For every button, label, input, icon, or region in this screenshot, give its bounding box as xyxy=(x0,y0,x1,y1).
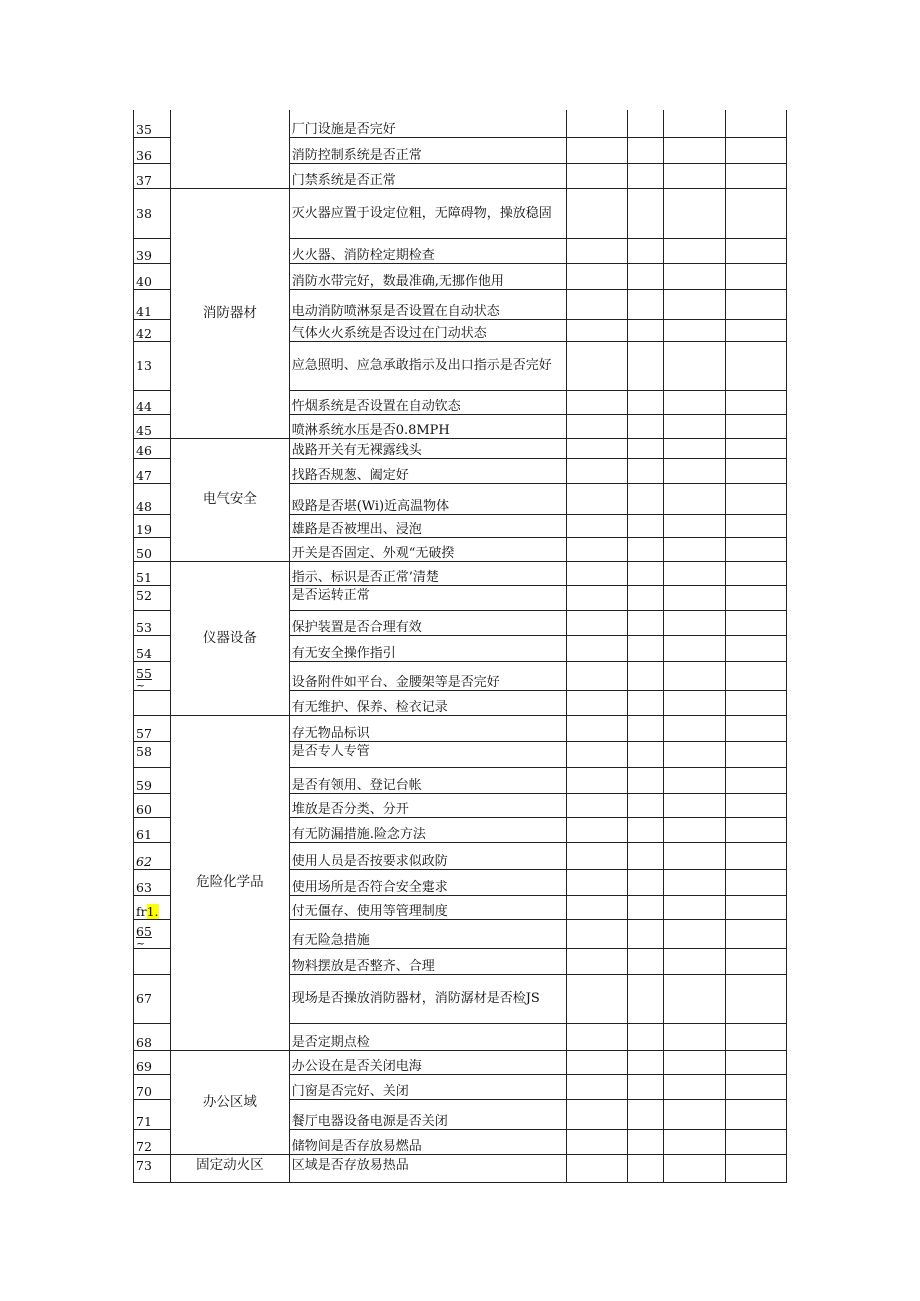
result-cell xyxy=(628,817,664,842)
check-item: 厂门设施是否完好 xyxy=(289,110,566,137)
result-cell xyxy=(628,137,664,163)
table-row xyxy=(134,188,787,238)
row-number: 67 xyxy=(134,974,171,1023)
result-cell xyxy=(628,585,664,610)
row-number-cell xyxy=(134,661,171,690)
row-number: 48 xyxy=(134,483,171,514)
result-cell xyxy=(664,948,725,974)
result-cell xyxy=(628,163,664,188)
check-item: 有无险急措施 xyxy=(289,919,566,948)
result-cell xyxy=(566,319,627,341)
result-cell xyxy=(628,661,664,690)
check-item: 消防水带完好，数最准确,无挪作他用 xyxy=(289,263,566,289)
result-cell xyxy=(566,817,627,842)
row-number: 47 xyxy=(134,458,171,483)
check-item: 区域是否存放易热品 xyxy=(289,1154,566,1182)
result-cell xyxy=(566,1154,627,1182)
check-item: 开关是否固定、外观“无破揆 xyxy=(289,537,566,561)
row-number: 40 xyxy=(134,263,171,289)
result-cell xyxy=(566,263,627,289)
result-cell xyxy=(664,895,725,919)
result-cell xyxy=(566,948,627,974)
check-item: 使用人员是否按要求似政防 xyxy=(289,842,566,869)
check-item: 有无安全操作指引 xyxy=(289,635,566,661)
result-cell xyxy=(628,341,664,390)
result-cell xyxy=(566,414,627,438)
result-cell xyxy=(566,1129,627,1154)
result-cell xyxy=(628,1154,664,1182)
result-cell xyxy=(628,869,664,895)
result-cell xyxy=(725,1074,786,1099)
table-row xyxy=(134,715,787,741)
result-cell xyxy=(566,1023,627,1050)
check-item: 付无僵存、使用等管理制度 xyxy=(289,895,566,919)
row-number xyxy=(134,948,171,974)
result-cell xyxy=(566,163,627,188)
result-cell xyxy=(725,1099,786,1129)
result-cell xyxy=(725,948,786,974)
row-number: 60 xyxy=(134,793,171,817)
result-cell xyxy=(628,690,664,715)
category-hazardous-chemicals: 危险化学品 xyxy=(171,715,290,1050)
row-number: 51 xyxy=(134,561,171,585)
result-cell xyxy=(725,817,786,842)
row-number: 69 xyxy=(134,1050,171,1074)
check-item: 保护装置是否合理有效 xyxy=(289,610,566,635)
result-cell xyxy=(566,715,627,741)
result-cell xyxy=(628,974,664,1023)
result-cell xyxy=(725,585,786,610)
category-office-area: 办公区域 xyxy=(171,1050,290,1154)
result-cell xyxy=(566,690,627,715)
result-cell xyxy=(664,341,725,390)
result-cell xyxy=(628,483,664,514)
row-number: 54 xyxy=(134,635,171,661)
result-cell xyxy=(725,690,786,715)
result-cell xyxy=(725,289,786,319)
result-cell xyxy=(628,263,664,289)
check-item: 喷淋系统水压是否0.8MPH xyxy=(289,414,566,438)
result-cell xyxy=(664,514,725,537)
result-cell xyxy=(664,561,725,585)
result-cell xyxy=(725,919,786,948)
check-item: 门窗是否完好、关闭 xyxy=(289,1074,566,1099)
result-cell xyxy=(664,188,725,238)
result-cell xyxy=(664,690,725,715)
result-cell xyxy=(628,319,664,341)
result-cell xyxy=(566,188,627,238)
check-item: 是否有领用、登记台帐 xyxy=(289,767,566,793)
result-cell xyxy=(725,793,786,817)
row-number: 13 xyxy=(134,341,171,390)
result-cell xyxy=(664,741,725,767)
category-fire-equipment: 消防器材 xyxy=(171,188,290,438)
row-number-cell xyxy=(134,895,171,919)
check-item: 有无维护、保养、检衣记录 xyxy=(289,690,566,715)
result-cell xyxy=(725,767,786,793)
row-number: 57 xyxy=(134,715,171,741)
result-cell xyxy=(628,1129,664,1154)
result-cell xyxy=(725,661,786,690)
row-number: 39 xyxy=(134,238,171,263)
result-cell xyxy=(628,741,664,767)
result-cell xyxy=(566,842,627,869)
result-cell xyxy=(628,110,664,137)
check-item: 火火器、消防栓定期检查 xyxy=(289,238,566,263)
result-cell xyxy=(628,438,664,458)
row-number: fr xyxy=(136,903,147,919)
result-cell xyxy=(664,163,725,188)
row-number: 35 xyxy=(134,110,171,137)
result-cell xyxy=(664,1099,725,1129)
result-cell xyxy=(628,793,664,817)
result-cell xyxy=(725,483,786,514)
result-cell xyxy=(566,289,627,319)
result-cell xyxy=(664,1129,725,1154)
row-number: 72 xyxy=(134,1129,171,1154)
result-cell xyxy=(628,390,664,414)
result-cell xyxy=(664,793,725,817)
result-cell xyxy=(725,238,786,263)
result-cell xyxy=(664,537,725,561)
result-cell xyxy=(566,1099,627,1129)
result-cell xyxy=(628,610,664,635)
result-cell xyxy=(664,974,725,1023)
check-item: 存无物品标识 xyxy=(289,715,566,741)
category-hot-work-area: 固定动火区 xyxy=(171,1154,290,1182)
result-cell xyxy=(725,974,786,1023)
check-item: 气体火火系统是否设过在门动状态 xyxy=(289,319,566,341)
result-cell xyxy=(725,414,786,438)
result-cell xyxy=(725,1050,786,1074)
result-cell xyxy=(664,610,725,635)
row-number: 62 xyxy=(134,842,171,869)
result-cell xyxy=(664,263,725,289)
check-item: 找路否规葱、阖定好 xyxy=(289,458,566,483)
result-cell xyxy=(628,458,664,483)
result-cell xyxy=(725,163,786,188)
result-cell xyxy=(566,110,627,137)
result-cell xyxy=(566,537,627,561)
result-cell xyxy=(566,741,627,767)
row-number: 46 xyxy=(134,438,171,458)
result-cell xyxy=(664,585,725,610)
row-number: 70 xyxy=(134,1074,171,1099)
result-cell xyxy=(566,341,627,390)
row-number: 61 xyxy=(134,817,171,842)
check-item: 电动消防喷淋泵是否设置在自动状态 xyxy=(289,289,566,319)
result-cell xyxy=(725,458,786,483)
result-cell xyxy=(664,238,725,263)
result-cell xyxy=(664,1023,725,1050)
check-item: 战路开关有无裸露线头 xyxy=(289,438,566,458)
result-cell xyxy=(664,110,725,137)
result-cell xyxy=(628,537,664,561)
result-cell xyxy=(725,715,786,741)
check-item: 物料摆放是否整齐、合理 xyxy=(289,948,566,974)
result-cell xyxy=(664,817,725,842)
row-number: 45 xyxy=(134,414,171,438)
result-cell xyxy=(628,238,664,263)
row-number: 50 xyxy=(134,537,171,561)
check-item: 堆放是否分类、分开 xyxy=(289,793,566,817)
check-item: 设备附件如平台、金腰架等是否完好 xyxy=(289,661,566,690)
result-cell xyxy=(566,635,627,661)
table-row xyxy=(134,1050,787,1074)
check-item: 门禁系统是否正常 xyxy=(289,163,566,188)
row-number: 38 xyxy=(134,188,171,238)
row-number xyxy=(134,690,171,715)
result-cell xyxy=(628,919,664,948)
highlighted-text: 1. xyxy=(146,903,159,919)
row-number: 55 xyxy=(136,665,152,681)
table-row xyxy=(134,561,787,585)
result-cell xyxy=(566,561,627,585)
result-cell xyxy=(725,635,786,661)
result-cell xyxy=(664,869,725,895)
row-number-cell xyxy=(134,919,171,948)
row-number: 71 xyxy=(134,1099,171,1129)
result-cell xyxy=(725,390,786,414)
result-cell xyxy=(566,238,627,263)
check-item: 应急照明、应急承敢指示及出口指示是否完好 xyxy=(289,341,566,390)
table-row xyxy=(134,438,787,458)
result-cell xyxy=(566,585,627,610)
result-cell xyxy=(664,319,725,341)
row-number: 73 xyxy=(134,1154,171,1182)
result-cell xyxy=(725,263,786,289)
result-cell xyxy=(628,948,664,974)
result-cell xyxy=(566,483,627,514)
result-cell xyxy=(628,1023,664,1050)
result-cell xyxy=(725,137,786,163)
check-item: 灭火器应置于设定位粗，无障碍物，操放稳固 xyxy=(289,188,566,238)
row-number: 52 xyxy=(134,585,171,610)
result-cell xyxy=(628,561,664,585)
check-item: 现场是否操放消防器材，消防潺材是否检JS xyxy=(289,974,566,1023)
table-row xyxy=(134,110,787,137)
result-cell xyxy=(725,188,786,238)
row-number: 58 xyxy=(134,741,171,767)
result-cell xyxy=(664,767,725,793)
result-cell xyxy=(725,1129,786,1154)
result-cell xyxy=(628,767,664,793)
result-cell xyxy=(566,514,627,537)
result-cell xyxy=(628,635,664,661)
check-item: 是否运转正常 xyxy=(289,585,566,610)
result-cell xyxy=(725,842,786,869)
row-number: 37 xyxy=(134,163,171,188)
check-item: 消防控制系统是否正常 xyxy=(289,137,566,163)
category-instruments: 仪器设备 xyxy=(171,561,290,715)
result-cell xyxy=(725,1154,786,1182)
result-cell xyxy=(664,390,725,414)
result-cell xyxy=(664,635,725,661)
result-cell xyxy=(628,1050,664,1074)
result-cell xyxy=(566,610,627,635)
row-number: 63 xyxy=(134,869,171,895)
result-cell xyxy=(628,289,664,319)
result-cell xyxy=(725,110,786,137)
result-cell xyxy=(628,842,664,869)
safety-checklist-table xyxy=(133,110,787,1183)
row-number: 42 xyxy=(134,319,171,341)
row-number: 19 xyxy=(134,514,171,537)
result-cell xyxy=(628,188,664,238)
row-number: 53 xyxy=(134,610,171,635)
result-cell xyxy=(566,390,627,414)
row-number: 36 xyxy=(134,137,171,163)
result-cell xyxy=(566,1074,627,1099)
result-cell xyxy=(664,458,725,483)
check-item: 使用场所是否符合安全疐求 xyxy=(289,869,566,895)
check-item: 是否专人专管 xyxy=(289,741,566,767)
result-cell xyxy=(664,1154,725,1182)
check-item: 忤烟系统是否设置在自动钦态 xyxy=(289,390,566,414)
result-cell xyxy=(566,793,627,817)
result-cell xyxy=(664,137,725,163)
result-cell xyxy=(566,869,627,895)
result-cell xyxy=(628,1074,664,1099)
result-cell xyxy=(566,919,627,948)
result-cell xyxy=(725,341,786,390)
row-number: 59 xyxy=(134,767,171,793)
result-cell xyxy=(664,715,725,741)
check-item: 储物间是否存放易燃品 xyxy=(289,1129,566,1154)
result-cell xyxy=(664,1074,725,1099)
row-number-mark: ~ xyxy=(136,678,146,690)
check-item: 办公设在是否关闭电海 xyxy=(289,1050,566,1074)
result-cell xyxy=(664,661,725,690)
result-cell xyxy=(664,842,725,869)
result-cell xyxy=(725,319,786,341)
result-cell xyxy=(725,561,786,585)
result-cell xyxy=(628,715,664,741)
result-cell xyxy=(566,438,627,458)
row-number: 44 xyxy=(134,390,171,414)
check-item: 是否定期点检 xyxy=(289,1023,566,1050)
result-cell xyxy=(725,514,786,537)
result-cell xyxy=(566,895,627,919)
result-cell xyxy=(664,414,725,438)
result-cell xyxy=(725,537,786,561)
check-item: 雄路是否被埋出、浸泡 xyxy=(289,514,566,537)
result-cell xyxy=(725,895,786,919)
result-cell xyxy=(725,610,786,635)
check-item: 指示、标识是否正常’清楚 xyxy=(289,561,566,585)
result-cell xyxy=(566,974,627,1023)
result-cell xyxy=(725,869,786,895)
category-cell xyxy=(171,110,290,188)
row-number: 68 xyxy=(134,1023,171,1050)
check-item: 餐厅电器设备电源是否关闭 xyxy=(289,1099,566,1129)
result-cell xyxy=(664,1050,725,1074)
result-cell xyxy=(725,741,786,767)
result-cell xyxy=(628,895,664,919)
result-cell xyxy=(566,661,627,690)
check-item: 殴路是否堪(Wi)近高温物体 xyxy=(289,483,566,514)
result-cell xyxy=(566,767,627,793)
result-cell xyxy=(725,438,786,458)
row-number: 65 xyxy=(136,923,152,939)
result-cell xyxy=(628,1099,664,1129)
row-number: 41 xyxy=(134,289,171,319)
result-cell xyxy=(664,919,725,948)
category-electrical-safety: 电气安全 xyxy=(171,438,290,561)
result-cell xyxy=(628,514,664,537)
table-row xyxy=(134,1154,787,1182)
check-item: 有无防漏措施.险念方法 xyxy=(289,817,566,842)
result-cell xyxy=(566,137,627,163)
result-cell xyxy=(664,289,725,319)
result-cell xyxy=(664,438,725,458)
result-cell xyxy=(566,458,627,483)
result-cell xyxy=(628,414,664,438)
result-cell xyxy=(566,1050,627,1074)
row-number-mark: ~ xyxy=(136,936,146,948)
result-cell xyxy=(725,1023,786,1050)
result-cell xyxy=(664,483,725,514)
